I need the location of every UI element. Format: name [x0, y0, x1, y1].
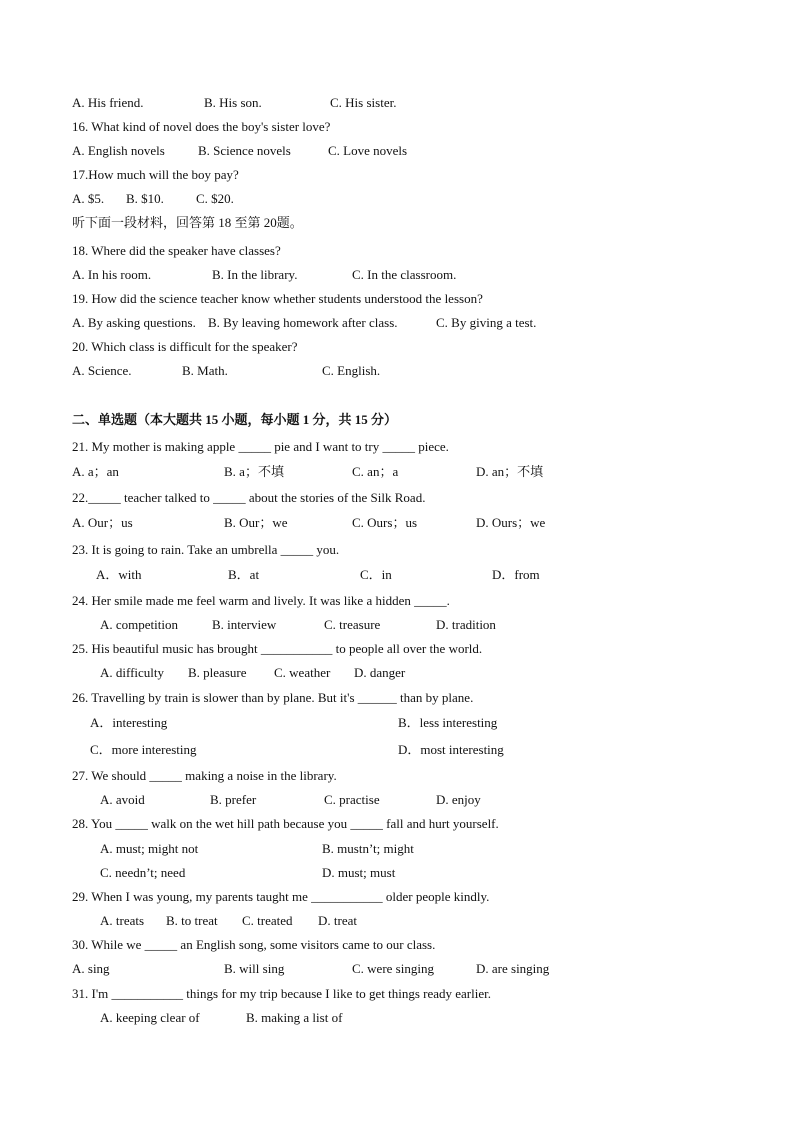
q22-option-d: D. Ours；we: [476, 515, 546, 530]
q21-option-d: D. an；不填: [476, 464, 544, 479]
q30-option-d: D. are singing: [476, 961, 550, 976]
listening-instruction: 听下面一段材料，回答第 18 至第 20题。: [72, 215, 303, 230]
q29-stem: 29. When I was young, my parents taught me ___________ older people kindly.: [72, 889, 490, 904]
q29-option-b: B. to treat: [166, 913, 218, 928]
q24-option-d: D. tradition: [436, 617, 496, 632]
q30-stem: 30. While we _____ an English song, some visitors came to our class.: [72, 937, 436, 952]
section-two-title: 二、单选题（本大题共 15 小题，每小题 1 分，共 15 分）: [72, 412, 398, 427]
q18-option-a: A. In his room.: [72, 267, 152, 282]
q29-option-a: A. treats: [100, 913, 145, 928]
q26-stem: 26. Travelling by train is slower than by plane. But it's ______ than by plane.: [72, 690, 474, 705]
q30-option-a: A. sing: [72, 961, 110, 976]
q29-option-c: C. treated: [242, 913, 293, 928]
q21-option-c: C. an；a: [352, 464, 399, 479]
q19-option-a: A. By asking questions.: [72, 315, 196, 330]
q30-option-c: C. were singing: [352, 961, 434, 976]
q31-option-a: A. keeping clear of: [100, 1010, 200, 1025]
q20-stem: 20. Which class is difficult for the speaker?: [72, 339, 298, 354]
q22-stem: 22._____ teacher talked to _____ about the stories of the Silk Road.: [72, 490, 426, 505]
q21-stem: 21. My mother is making apple _____ pie and I want to try _____ piece.: [72, 439, 449, 454]
q19-stem: 19. How did the science teacher know whether students understood the lesson?: [72, 291, 483, 306]
q28-stem: 28. You _____ walk on the wet hill path because you _____ fall and hurt yourself.: [72, 816, 499, 831]
q28-option-d: D. must; must: [322, 865, 396, 880]
q27-option-d: D. enjoy: [436, 792, 481, 807]
q27-option-a: A. avoid: [100, 792, 145, 807]
q26-option-d: D．most interesting: [398, 742, 504, 757]
q19-option-c: C. By giving a test.: [436, 315, 537, 330]
q22-option-b: B. Our；we: [224, 515, 288, 530]
q20-option-b: B. Math.: [182, 363, 228, 378]
q23-stem: 23. It is going to rain. Take an umbrella _____ you.: [72, 542, 340, 557]
q16-option-a: A. English novels: [72, 143, 165, 158]
q27-option-c: C. practise: [324, 792, 380, 807]
q18-option-b: B. In the library.: [212, 267, 298, 282]
q25-stem: 25. His beautiful music has brought ___________ to people all over the world.: [72, 641, 483, 656]
q22-option-c: C. Ours；us: [352, 515, 418, 530]
q25-option-c: C. weather: [274, 665, 331, 680]
q28-option-b: B. mustn’t; might: [322, 841, 414, 856]
q17-option-a: A. $5.: [72, 191, 105, 206]
q17-option-b: B. $10.: [126, 191, 164, 206]
q23-option-b: B．at: [228, 567, 260, 582]
q21-option-b: B. a；不填: [224, 464, 284, 479]
q23-option-a: A．with: [96, 567, 142, 582]
q15-option-c: C. His sister.: [330, 95, 397, 110]
q31-option-b: B. making a list of: [246, 1010, 343, 1025]
q19-option-b: B. By leaving homework after class.: [208, 315, 398, 330]
q17-option-c: C. $20.: [196, 191, 234, 206]
q30-option-b: B. will sing: [224, 961, 285, 976]
q18-option-c: C. In the classroom.: [352, 267, 457, 282]
q25-option-a: A. difficulty: [100, 665, 165, 680]
q24-option-b: B. interview: [212, 617, 277, 632]
q16-stem: 16. What kind of novel does the boy's sister love?: [72, 119, 331, 134]
q15-option-a: A. His friend.: [72, 95, 144, 110]
q16-option-b: B. Science novels: [198, 143, 291, 158]
q29-option-d: D. treat: [318, 913, 357, 928]
q18-stem: 18. Where did the speaker have classes?: [72, 243, 281, 258]
q20-option-a: A. Science.: [72, 363, 132, 378]
q16-option-c: C. Love novels: [328, 143, 408, 158]
q28-option-c: C. needn’t; need: [100, 865, 186, 880]
q23-option-d: D．from: [492, 567, 540, 582]
q24-stem: 24. Her smile made me feel warm and lively. It was like a hidden _____.: [72, 593, 450, 608]
q27-option-b: B. prefer: [210, 792, 257, 807]
q24-option-c: C. treasure: [324, 617, 381, 632]
q25-option-b: B. pleasure: [188, 665, 247, 680]
q27-stem: 27. We should _____ making a noise in the library.: [72, 768, 337, 783]
q31-stem: 31. I'm ___________ things for my trip because I like to get things ready earlier.: [72, 986, 491, 1001]
q15-option-b: B. His son.: [204, 95, 262, 110]
q26-option-b: B．less interesting: [398, 715, 498, 730]
q26-option-c: C．more interesting: [90, 742, 197, 757]
q17-stem: 17.How much will the boy pay?: [72, 167, 239, 182]
q25-option-d: D. danger: [354, 665, 406, 680]
q23-option-c: C．in: [360, 567, 392, 582]
q21-option-a: A. a；an: [72, 464, 119, 479]
q28-option-a: A. must; might not: [100, 841, 199, 856]
q22-option-a: A. Our；us: [72, 515, 133, 530]
q20-option-c: C. English.: [322, 363, 381, 378]
q24-option-a: A. competition: [100, 617, 178, 632]
q26-option-a: A．interesting: [90, 715, 168, 730]
